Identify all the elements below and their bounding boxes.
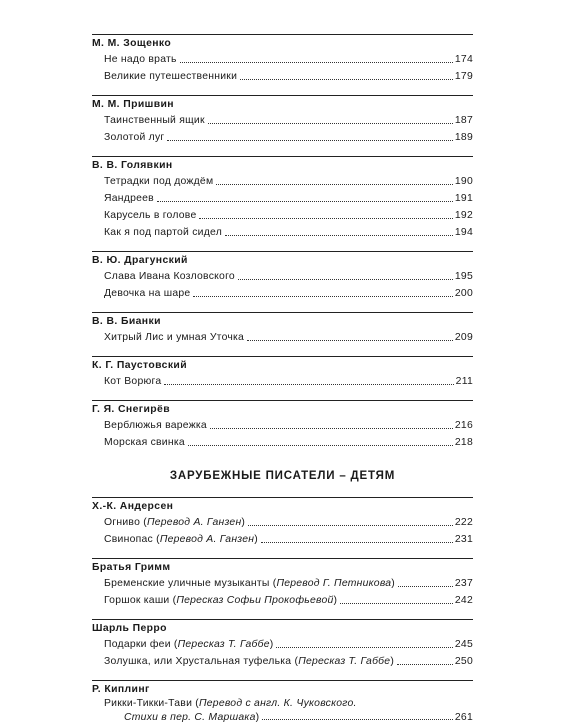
- toc-entry-line2: [104, 711, 473, 725]
- toc-entry: [92, 417, 473, 434]
- author-name: М. М. Пришвин: [92, 99, 174, 110]
- entry-title-wrap: [104, 68, 237, 85]
- toc-entry: [92, 68, 473, 85]
- entry-note: Перевод Г. Петникова: [276, 578, 392, 589]
- author-name: Братья Гримм: [92, 562, 171, 573]
- entry-title: Девочка на шаре: [104, 288, 191, 299]
- author-block: [92, 156, 473, 241]
- toc-entry: [92, 268, 473, 285]
- page-number: 187: [454, 115, 473, 126]
- entry-note: Пересказ Софьи Прокофьевой: [176, 595, 334, 606]
- entry-title-wrap: [104, 434, 185, 451]
- author-block: [92, 312, 473, 346]
- entry-title-wrap: [104, 531, 258, 548]
- entry-title-wrap: [104, 51, 177, 68]
- entry-title-wrap: [104, 329, 244, 346]
- paren: (: [269, 578, 277, 589]
- entry-title: Таинственный ящик: [104, 115, 205, 126]
- page-number: 216: [454, 420, 473, 431]
- entry-note-2: Стихи в пер. С. Маршака: [124, 712, 256, 723]
- page-number: 231: [454, 534, 473, 545]
- toc-entry: [92, 129, 473, 146]
- paren: (: [291, 656, 299, 667]
- paren: ): [269, 639, 274, 650]
- dot-leader: [261, 542, 453, 543]
- entry-note: Пересказ Т. Габбе: [177, 639, 270, 650]
- toc-entry: [92, 653, 473, 670]
- page-number: 237: [454, 578, 473, 589]
- toc-entry: [92, 592, 473, 609]
- page-number: 209: [454, 332, 473, 343]
- page-number: 190: [454, 176, 473, 187]
- author-block: [92, 356, 473, 390]
- entry-title-wrap: [104, 636, 273, 653]
- page-number: 174: [454, 54, 473, 65]
- author-name: В. Ю. Драгунский: [92, 255, 188, 266]
- paren: ): [333, 595, 338, 606]
- dot-leader: [398, 586, 453, 587]
- entry-title-wrap: [104, 653, 394, 670]
- entry-title: Бременские уличные музыканты: [104, 578, 270, 589]
- author-name: Р. Киплинг: [92, 684, 150, 695]
- entry-title-wrap: [104, 173, 213, 190]
- page-number: 250: [454, 656, 473, 667]
- paren: (: [140, 517, 147, 528]
- dot-leader: [248, 525, 453, 526]
- author-name: Шарль Перро: [92, 623, 167, 634]
- toc-entry-line1: [104, 697, 357, 711]
- toc-entry: [92, 173, 473, 190]
- dot-leader: [225, 235, 453, 236]
- entry-title: Не надо врать: [104, 54, 177, 65]
- entry-title: Яандреев: [104, 193, 154, 204]
- table-of-contents: [92, 25, 473, 727]
- author-name: Г. Я. Снегирёв: [92, 404, 170, 415]
- toc-entry: [92, 285, 473, 302]
- author-name: М. М. Зощенко: [92, 38, 172, 49]
- entry-title: Подарки феи: [104, 639, 171, 650]
- entry-title: Тетрадки под дождём: [104, 176, 214, 187]
- toc-entry: [92, 434, 473, 451]
- toc-entry: [92, 636, 473, 653]
- dot-leader: [193, 296, 452, 297]
- paren: (: [170, 639, 178, 650]
- page-number: 189: [454, 132, 473, 143]
- page-number: 261: [454, 712, 473, 723]
- entry-title-wrap: [104, 129, 164, 146]
- paren: ): [241, 517, 246, 528]
- toc-entry: [92, 575, 473, 592]
- author-block: [92, 558, 473, 609]
- entry-title-wrap: [104, 285, 190, 302]
- paren: ): [254, 534, 258, 545]
- dot-leader: [397, 664, 453, 665]
- dot-leader: [157, 201, 453, 202]
- toc-entry: [92, 531, 473, 548]
- entry-title: Рикки-Тикки-Тави: [104, 698, 193, 709]
- author-name: К. Г. Паустовский: [92, 360, 188, 371]
- page-number: 200: [454, 288, 473, 299]
- toc-entry: [92, 373, 473, 390]
- entry-title-wrap: [104, 207, 196, 224]
- entry-title: Золотой луг: [104, 132, 165, 143]
- author-name: Х.-К. Андерсен: [92, 501, 174, 512]
- entry-note: Перевод с англ. К. Чуковского.: [198, 698, 357, 709]
- entry-title-wrap: [104, 373, 161, 390]
- dot-leader: [199, 218, 452, 219]
- author-name: В. В. Голявкин: [92, 160, 173, 171]
- toc-entry: [92, 329, 473, 346]
- entry-title-wrap: [104, 575, 395, 592]
- page-number: 192: [454, 210, 473, 221]
- author-block: [92, 95, 473, 146]
- dot-leader: [188, 445, 453, 446]
- dot-leader: [208, 123, 453, 124]
- entry-title: Великие путешественники: [104, 71, 238, 82]
- dot-leader: [262, 711, 453, 720]
- entry-title: Слава Ивана Козловского: [104, 271, 235, 282]
- author-block: [92, 619, 473, 670]
- entry-title: Огниво: [104, 517, 141, 528]
- dot-leader: [164, 384, 453, 385]
- entry-title: Горшок каши: [104, 595, 170, 606]
- paren: (: [169, 595, 177, 606]
- dot-leader: [276, 647, 452, 648]
- entry-title: Хитрый Лис и умная Уточка: [104, 332, 245, 343]
- entry-title-wrap: [104, 592, 337, 609]
- toc-entry: [92, 51, 473, 68]
- dot-leader: [210, 428, 453, 429]
- dot-leader: [167, 140, 452, 141]
- dot-leader: [216, 184, 453, 185]
- page-number: 218: [454, 437, 473, 448]
- entry-title-wrap: [104, 417, 207, 434]
- toc-entry: [92, 697, 473, 727]
- entry-note-2-wrap: [124, 711, 259, 725]
- toc-entry: [92, 112, 473, 129]
- author-block: [92, 400, 473, 451]
- author-name: В. В. Бианки: [92, 316, 161, 327]
- dot-leader: [180, 62, 453, 63]
- entry-title: Свинопас: [104, 534, 153, 545]
- toc-entry: [92, 224, 473, 241]
- entry-title: Карусель в голове: [104, 210, 197, 221]
- entry-title-wrap: [104, 224, 222, 241]
- dot-leader: [340, 603, 453, 604]
- toc-entry: [92, 514, 473, 531]
- paren: ): [255, 712, 260, 723]
- dot-leader: [247, 340, 453, 341]
- author-block: [92, 34, 473, 85]
- paren: (: [192, 698, 199, 709]
- page-number: 211: [455, 376, 473, 387]
- toc-entry: [92, 207, 473, 224]
- author-block: [92, 497, 473, 548]
- section-heading: ЗАРУБЕЖНЫЕ ПИСАТЕЛИ – ДЕТЯМ: [169, 470, 396, 482]
- dot-leader: [238, 279, 453, 280]
- toc-entry: [92, 190, 473, 207]
- page-number: 242: [454, 595, 473, 606]
- dot-leader: [240, 79, 453, 80]
- page-number: 245: [454, 639, 473, 650]
- domestic-authors-list: [92, 34, 473, 451]
- author-block: [92, 251, 473, 302]
- entry-title: Верблюжья варежка: [104, 420, 207, 431]
- entry-note: Перевод А. Ганзен: [159, 534, 255, 545]
- entry-title: Золушка, или Хрустальная туфелька: [104, 656, 292, 667]
- entry-note: Перевод А. Ганзен: [146, 517, 242, 528]
- page-number: 179: [454, 71, 473, 82]
- author-block: [92, 680, 473, 727]
- page-number: 195: [454, 271, 473, 282]
- paren: ): [390, 656, 395, 667]
- foreign-authors-list: [92, 497, 473, 727]
- page-number: 222: [454, 517, 473, 528]
- page-number: 191: [454, 193, 473, 204]
- entry-title: Морская свинка: [104, 437, 185, 448]
- entry-title-wrap: [104, 514, 245, 531]
- entry-title-wrap: [104, 190, 154, 207]
- entry-title-wrap: [104, 112, 205, 129]
- entry-title: Как я под партой сидел: [104, 227, 223, 238]
- paren: ): [391, 578, 396, 589]
- paren: (: [152, 534, 160, 545]
- entry-title: Кот Ворюга: [104, 376, 162, 387]
- page-number: 194: [454, 227, 473, 238]
- entry-note: Пересказ Т. Габбе: [298, 656, 391, 667]
- entry-title-wrap: [104, 268, 235, 285]
